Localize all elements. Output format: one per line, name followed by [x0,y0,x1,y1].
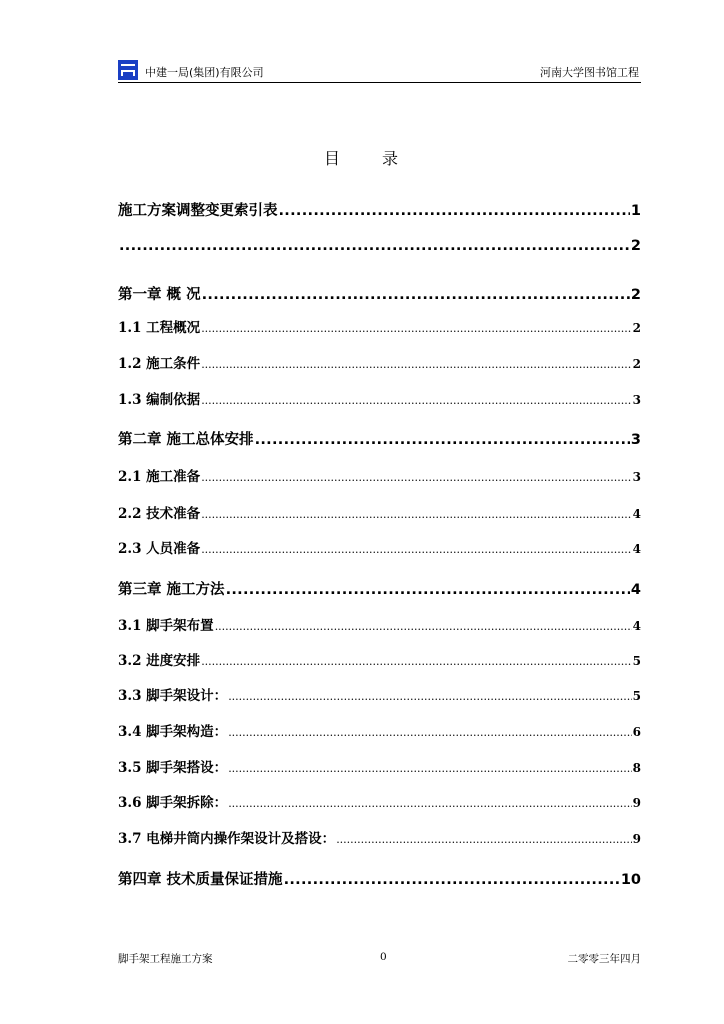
toc-leader-dots [201,471,631,484]
toc-entry-page: 4 [632,619,641,633]
toc-entry-page: 5 [632,689,641,703]
footer-date: 二零零三年四月 [567,953,641,965]
toc-leader-dots [202,287,630,303]
toc-leader-dots [228,762,631,775]
toc-entry-label: 2.3 人员准备 [118,541,201,557]
toc-entry-page: 2 [632,357,641,371]
toc-entry[interactable] [118,199,641,220]
toc-leader-dots [228,726,631,739]
toc-leader-dots [228,797,631,810]
toc-entry[interactable] [118,649,641,669]
toc-leader-dots [201,322,631,335]
toc-entry[interactable] [118,388,641,408]
toc-entry-label: 第三章 施工方法 [118,582,225,598]
toc-entry[interactable] [118,684,641,704]
toc-entry-label: 第二章 施工总体安排 [118,432,254,448]
toc-entry[interactable] [118,537,641,557]
toc-title-part-1: 目 [323,149,342,168]
toc-entry-page: 1 [630,203,641,219]
toc-entry-label: 3.3 脚手架设计： [118,688,228,704]
toc-entry-page: 9 [632,796,641,810]
toc-leader-dots [284,872,620,888]
toc-leader-dots [201,543,631,556]
toc-entry-label: 3.5 脚手架搭设： [118,760,228,776]
toc-entry-page: 2 [630,238,641,254]
toc-entry[interactable] [118,502,641,522]
toc-leader-dots [279,203,630,219]
toc-entry-label: 第四章 技术质量保证措施 [118,872,283,888]
toc-entry-label: 3.7 电梯井筒内操作架设计及搭设： [118,831,336,847]
header-company: 中建一局(集团)有限公司 [145,66,264,79]
toc-leader-dots [201,358,631,371]
toc-entry-label: 2.2 技术准备 [118,506,201,522]
toc-leader-dots [228,690,631,703]
toc-entry-page: 3 [632,393,641,407]
toc-entry[interactable] [118,238,641,254]
toc-entry-page: 4 [632,507,641,521]
toc-entry-page: 2 [632,321,641,335]
toc-entry-page: 5 [632,654,641,668]
toc-entry[interactable] [118,720,641,740]
toc-entry-label: 1.2 施工条件 [118,356,201,372]
toc-entry[interactable] [118,283,641,304]
header-project: 河南大学图书馆工程 [540,66,639,79]
toc-entry-label: 2.1 施工准备 [118,469,201,485]
page-header [118,60,641,83]
toc-entry-page: 10 [620,872,641,888]
toc-entry-page: 8 [632,761,641,775]
toc-leader-dots [255,432,630,448]
toc-entry[interactable] [118,352,641,372]
toc-entry-page: 9 [632,832,641,846]
toc-entry-label: 1.1 工程概况 [118,320,201,336]
toc-entry-page: 2 [630,287,641,303]
toc-entry-page: 3 [632,470,641,484]
toc-entry-page: 6 [632,725,641,739]
toc-entry-label: 3.2 进度安排 [118,653,201,669]
toc-title-part-2: 录 [382,149,401,168]
toc-entry-page: 3 [630,432,641,448]
toc-entry[interactable] [118,428,641,449]
toc-leader-dots [336,833,631,846]
toc-entry[interactable] [118,578,641,599]
toc-leader-dots [201,655,631,668]
toc-entry[interactable] [118,868,641,889]
toc-entry[interactable] [118,827,641,847]
toc-entry-label: 3.6 脚手架拆除： [118,795,228,811]
company-logo-icon [118,60,138,80]
toc-entry[interactable] [118,756,641,776]
toc-entry-label: 3.4 脚手架构造： [118,724,228,740]
toc-leader-dots [226,582,630,598]
toc-leader-dots [201,394,631,407]
toc-entry[interactable] [118,465,641,485]
toc-entry-label: 施工方案调整变更索引表 [118,203,278,219]
toc-entry-page: 4 [632,542,641,556]
toc-entry[interactable] [118,614,641,634]
footer-page-number: 0 [380,951,387,963]
toc-title [0,146,724,169]
toc-leader-dots [215,620,632,633]
toc-leader-dots [119,238,630,254]
toc-entry[interactable] [118,791,641,811]
footer-doc-title: 脚手架工程施工方案 [118,953,213,965]
toc-entry-page: 4 [630,582,641,598]
toc-entry-label: 第一章 概 况 [118,287,201,303]
toc-leader-dots [201,508,631,521]
toc-entry-label: 1.3 编制依据 [118,392,201,408]
toc-entry-label: 3.1 脚手架布置 [118,618,214,634]
toc-entry[interactable] [118,316,641,336]
